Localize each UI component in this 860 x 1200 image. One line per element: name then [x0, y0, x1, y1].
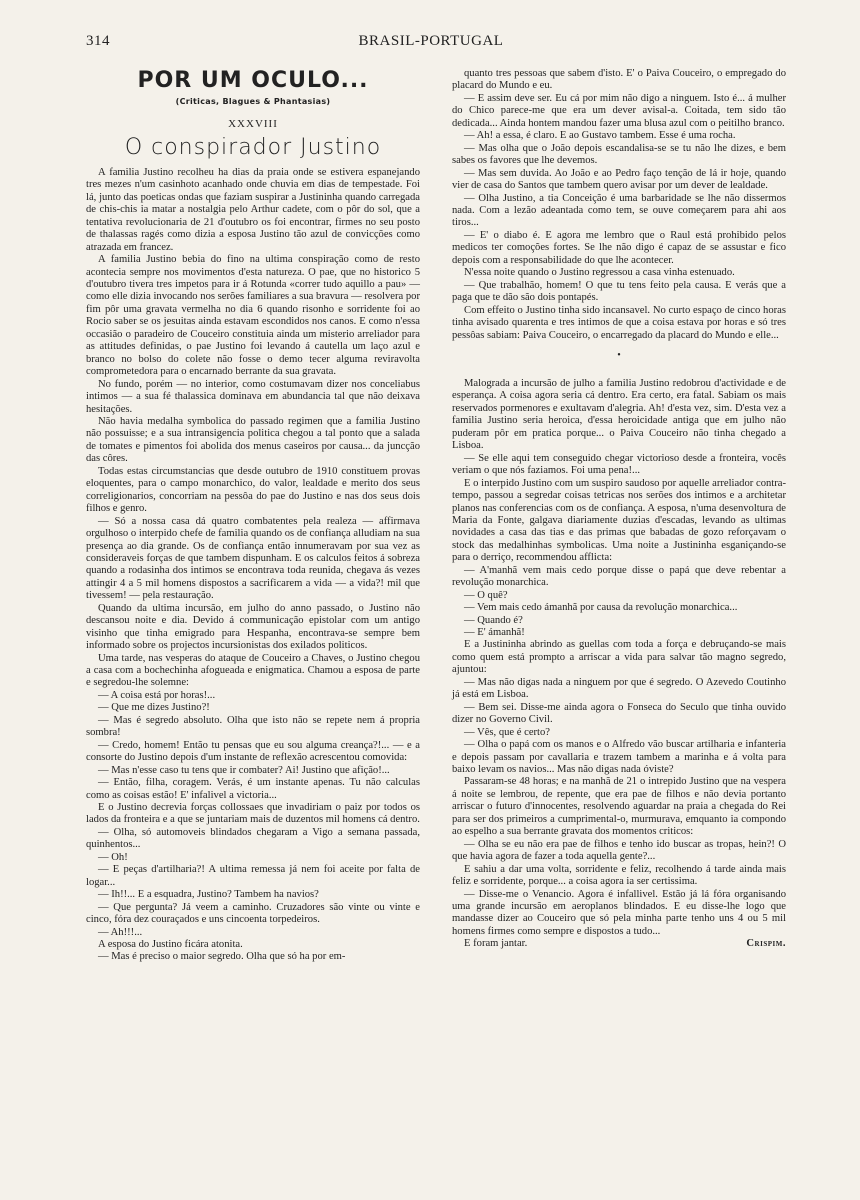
paragraph: — Mas é segredo absoluto. Olha que isto não se repete nem á propria sombra! — [86, 714, 420, 739]
paragraph: — Ih!!... E a esquadra, Justino? Tambem ha navios? — [98, 889, 319, 901]
paragraph: — Só a nossa casa dá quatro combatentes pela realeza — affirmava orgulhoso o interpido chefe de familia quando os de confiança alludiam na sua presença ao dia grande. Os de confiança então innumeravam por sua vez as consideraveis forças de que tambem dispunham. E os calculos feitos á sobreza quando a rodasinha dos intimos se encontrava toda reunida, chegava ás vezes attingir 4 a 5 mil homens dispostos a sacrificarem a vida — a vida?! mil que tivessem! — pela restauração. — [86, 515, 420, 602]
paragraph: A familia Justino recolheu ha dias da praia onde se estivera espanejando tres mezes n'um casinhoto acanhado onde chuvia em dias de tempestade. Foi lá, junto das poeticas ondas que faziam suspirar a Justininha quando carregada de chis-chis ia matar a nostalgia pelo Arthur cadete, com o pôr do sol, que a tentativa revolucionaria de 21 d'outubro os foi encontrar, firmes no seu posto de thalassas ragés como dizia a esposa Justino tão azul de convicções como atrazada em francez. — [86, 166, 420, 253]
paragraph: — O quê? — [464, 589, 508, 601]
paragraph: — Que trabalhão, homem! O que tu tens feito pela causa. E verás que a paga que te dão são dois pontapés. — [452, 279, 786, 304]
section-subtitle: (Criticas, Blagues & Phantasias) — [175, 97, 331, 106]
right-column-bottom-body — [452, 378, 786, 938]
closing-text: E foram jantar. — [464, 938, 528, 950]
paragraph: No fundo, porém — no interior, como costumavam dizer nos conceliabus intimos — a sua fé thalassica dominava em abundancia tal que não deixava hesitações. — [86, 378, 420, 415]
section-separator: • — [617, 349, 621, 361]
paragraph: Todas estas circumstancias que desde outubro de 1910 constituem provas eloquentes, para o campo monarchico, do valor, lealdade e merito dos seus correligionarios, concorriam na pessôa do pae do Justino e nas dos seus dois filhos e genro. — [86, 465, 420, 515]
paragraph: — Vem mais cedo ámanhã por causa da revolução monarchica... — [464, 602, 738, 614]
running-title: BRASIL-PORTUGAL — [358, 33, 504, 49]
paragraph: Não havia medalha symbolica do passado regimen que a familia Justino não possuisse; e a sua intransigencia politica chegou a tal ponto que a salada de tomates e pimentos foi abolida dos menus caseiros por causa... da juncção das côres. — [86, 415, 420, 465]
page-number: 314 — [86, 33, 110, 49]
section-title: POR UM OCULO... — [137, 68, 369, 93]
left-column-body — [86, 167, 420, 964]
paragraph: — Olha Justino, a tia Conceição é uma barbaridade se lhe não dissermos nada. Com a lezão adeantada como tem, se ouve começarem para ahi aos tiros... — [452, 192, 786, 229]
author-signature: Crispim. — [746, 938, 786, 950]
paragraph: — Que me dizes Justino?! — [98, 702, 210, 714]
paragraph: — Que pergunta? Já veem a caminho. Cruzadores são vinte ou vinte e cinco, fóra dez couraçados e uns cincoenta torpedeiros. — [86, 901, 420, 926]
paragraph: E a Justininha abrindo as guellas com toda a força e debruçando-se mais como quem está prompto a arriscar a vida para salvar tão magno segredo, ajuntou: — [452, 639, 786, 676]
paragraph: — Vês, que é certo? — [464, 726, 550, 738]
paragraph: E o Justino decrevia forças collossaes que invadiriam o paiz por todos os lados da fronteira e a que se juntariam mais de duzentos mil homens cá dentro. — [86, 802, 420, 826]
paragraph: — Oh! — [98, 851, 128, 863]
chapter-number: XXXVIII — [228, 118, 278, 131]
right-column — [452, 68, 786, 951]
paragraph: — Se elle aqui tem conseguido chegar victorioso desde a fronteira, vocês veriam o que nós faziamos. Foi uma pena!... — [452, 452, 786, 477]
paragraph: — Quando é? — [464, 614, 523, 626]
paragraph: Passaram-se 48 horas; e na manhã de 21 o intrepido Justino que na vespera á noite se lembrou, de repente, que era pae de filhos e não devia portanto arriscar o futuro d'innocentes, resolvendo aguardar na praia a chegada do Rei para ser dos primeiros a cumprimental-o, murmurava, emquanto ia compondo ao espelho a sua berrante gravata dos momentos criticos: — [452, 776, 786, 838]
paragraph: — Mas sem duvida. Ao João e ao Pedro faço tenção de lá ir hoje, quando vier de casa do Santos que tambem quero avisar por um dever de lealdade. — [452, 167, 786, 192]
paragraph: — Mas olha que o João depois escandalisa-se se tu não lhe dizes, e bem sabes os favores que lhe devemos. — [452, 142, 786, 167]
paragraph: — Mas não digas nada a ninguem por que é segredo. O Azevedo Coutinho já está em Lisboa. — [452, 676, 786, 701]
paragraph: — Ah! a essa, é claro. E ao Gustavo tambem. Esse é uma rocha. — [464, 130, 736, 142]
left-column — [86, 68, 420, 964]
paragraph: — Mas é preciso o maior segredo. Olha que só ha por em- — [98, 951, 346, 963]
paragraph: A esposa do Justino ficára atonita. — [98, 939, 243, 950]
paragraph: — E assim deve ser. Eu cá por mim não digo a ninguem. Isto é... á mulher do Chico parece-me que era um dever avisal-a. Coitada, tem sido tão dedicada... Ainda hontem mandou fazer uma blusa azul com o peitilho branco. — [452, 92, 786, 129]
closing-line — [452, 938, 786, 950]
paragraph: — E peças d'artilharia?! A ultima remessa já nem foi aceite por falta de logar... — [86, 864, 420, 888]
paragraph: — Olha o papá com os manos e o Alfredo vão buscar artilharia e infanteria e depois passam por cavallaria e trazem tambem a marinha e á volta para baixo levam os navios... Mas não digas nada óviste? — [452, 739, 786, 776]
paragraph: — A coisa está por horas!... — [98, 689, 216, 701]
page-header — [86, 33, 776, 53]
paragraph: A familia Justino bebia do fino na ultima conspiração como de resto acontecia sempre nos movimentos d'esta natureza. O pae, que no historico 5 d'outubro tivera tres impetos para ir á Rotunda «correr tudo aquillo a pau» — como elle dizia invocando nos serões familiares a sua bravura — resolvera por fim pôr uma gravata vermelha no dia 6 quando risonho e sorridente foi ao Rocio saber se os jesuitas ainda estavam escondidos nos canos. E como n'essa occasião o paradeiro de Couceiro constituia ainda um misterio arreliador para as attitudes definidas, o pae Justino foi levando á cautella um laço azul e branco no bolso do colete não fosse o demo tecer alguma reviravolta comprometedora para o encarnado berrante da sua gravata. — [86, 254, 420, 378]
article-title: O conspirador Justino — [124, 134, 382, 160]
paragraph: — Então, filha, coragem. Verás, é um instante apenas. Tu não calculas como as coisas estão! E' infalivel a victoria... — [86, 777, 420, 801]
paragraph: quanto tres pessoas que sabem d'isto. E' o Paiva Couceiro, o empregado do placard do Mundo e eu. — [452, 68, 786, 92]
right-column-top-body — [452, 68, 786, 342]
paragraph: Quando da ultima incursão, em julho do anno passado, o Justino não descansou noite e dia. Devido á communicação epistolar com um antigo visinho que tinha emigrado para Hespanha, encontrava-se sempre bem informado sobre os projectos incursionistas dos exilados politicos. — [86, 602, 420, 652]
paragraph: N'essa noite quando o Justino regressou a casa vinha estenuado. — [464, 267, 735, 279]
paragraph: — Olha se eu não era pae de filhos e tenho ido buscar as tropas, hein?! O que havia agora de fazer a toda aquella gente?... — [452, 838, 786, 863]
paragraph: — Mas n'esse caso tu tens que ir combater? Ai! Justino que afição!... — [98, 764, 390, 776]
paragraph: — E' ámanhã! — [464, 627, 525, 639]
paragraph: — Olha, só automoveis blindados chegaram a Vigo a semana passada, quinhentos... — [86, 826, 420, 851]
paragraph: Malograda a incursão de julho a familia Justino redobrou d'actividade e de esperança. A coisa agora seria cá dentro. Era certo, era fatal. Sabiam os mais reservados pormenores e exultavam d'alegria. Ah! d'esta vez, sim. D'esta vez a familia Justino seria heroica, d'essa heroicidade antiga que em julho não puderam pôr em pratica porque... o Paiva Couceiro não tinha chegado a Lisboa. — [452, 377, 786, 452]
paragraph: Com effeito o Justino tinha sido incansavel. No curto espaço de cinco horas tinha avisado quarenta e tres intimos de que a coisa estava por horas e só tres pessôas sabiam: Paiva Couceiro, o encarregado da placard do Mundo e elle... — [452, 304, 786, 341]
paragraph: — E' o diabo é. E agora me lembro que o Raul está prohibido pelos medicos ter comoções fortes. Se lhe não digo é capaz de se assustar e fico depois com a responsabilidade do que lhe acontecer. — [452, 229, 786, 266]
paragraph: E sahiu a dar uma volta, sorridente e feliz, recolhendo á tarde ainda mais feliz e sorridente, porque... a coisa agora ia ser certissima. — [452, 863, 786, 888]
paragraph: — Bem sei. Disse-me ainda agora o Fonseca do Seculo que tinha ouvido dizer no Governo Civil. — [452, 701, 786, 726]
paragraph: E o interpido Justino com um suspiro saudoso por aquelle arreliador contra-tempo, passou a segredar coisas tetricas nos serões dos intimos e a architetar planos nas conferencias com os de confiança. A esposa, n'uma desenvoltura de Maria da Fonte, galgava diariamente duzias d'escadas, levando as ultimas novidades a casa das tias e das primas que babadas de gozo reforçavam o stock das medalhinhas symbolicas. Uma noite a Justininha esganiçando-se para o derriço, recommendou afflicta: — [452, 477, 786, 564]
paragraph: Uma tarde, nas vesperas do ataque de Couceiro a Chaves, o Justino chegou a casa com a bochechinha afogueada e enigmatica. Chamou a esposa de parte e segredou-lhe solemne: — [86, 652, 420, 689]
paragraph: — Credo, homem! Então tu pensas que eu sou alguma creança?!... — e a consorte do Justino depois d'um instante de reflexão acrescentou comovida: — [86, 739, 420, 764]
paragraph: — Disse-me o Venancio. Agora é infallivel. Estão já lá fóra organisando uma grande incursão em aeroplanos blindados. E eu disse-lhe logo que mandasse dizer ao Couceiro que só pela minha parte tenho uns 4 ou 5 mil homens firmes como sempre e dispostos a tudo... — [452, 888, 786, 937]
paragraph: — A'manhã vem mais cedo porque disse o papá que deve rebentar a revolução monarchica. — [452, 564, 786, 589]
paragraph: — Ah!!!... — [98, 926, 143, 938]
